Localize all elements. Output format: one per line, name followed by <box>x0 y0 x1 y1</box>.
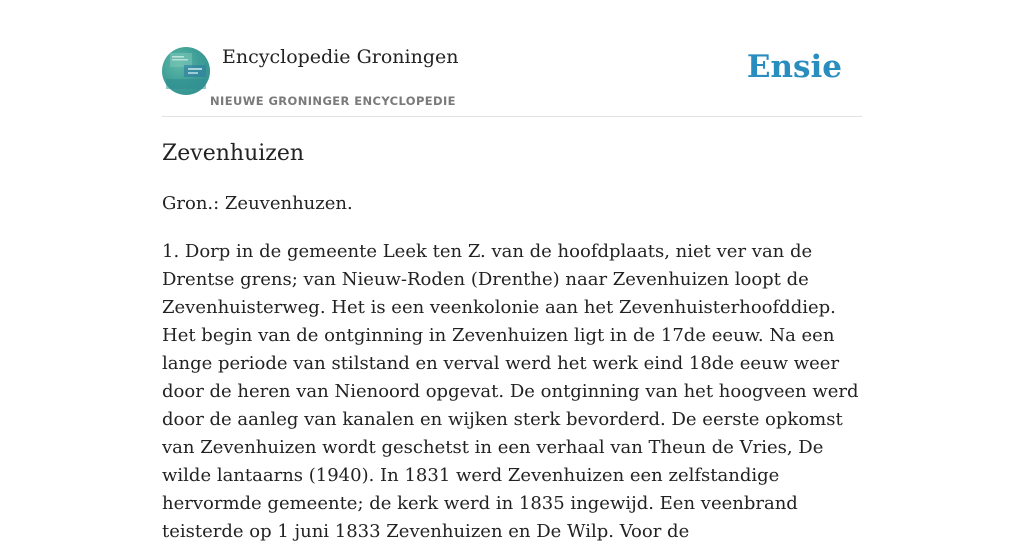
encyclopedia-cover-icon[interactable] <box>162 47 210 95</box>
article-body: 1. Dorp in de gemeente Leek ten Z. van de hoofdplaats, niet ver van de Drentse grens; van Nieuw-Roden (Drenthe) naar Zevenhuizen loopt de Zevenhuisterweg. Het is een veenkolonie aan het Zevenhuisterhoofddiep. Het begin van de ontginning in Zevenhuizen ligt in de 17de eeuw. Na een lange periode van stilstand en verval werd het werk eind 18de eeuw weer door de heren van Nienoord opgevat. De ontginning van het hoogveen werd door de aanleg van kanalen en wijken sterk bevorderd. De eerste opkomst van Zevenhuizen wordt geschetst in een verhaal van Theun de Vries, De wilde lantaarns (1940). In 1831 werd Zevenhuizen een zelfstandige hervormde gemeente; de kerk werd in 1835 ingewijd. Een veenbrand teisterde op 1 juni 1833 Zevenhuizen en De Wilp. Voor de <box>162 241 859 542</box>
site-subtitle: NIEUWE GRONINGER ENCYCLOPEDIE <box>210 94 456 108</box>
dialect-name: Gron.: Zeuvenhuzen. <box>162 193 353 214</box>
page-title: Zevenhuizen <box>162 141 305 166</box>
site-title[interactable]: Encyclopedie Groningen <box>222 46 459 68</box>
logo-artwork <box>162 47 210 95</box>
site-header <box>162 0 862 117</box>
article <box>162 138 862 546</box>
ensie-brand-link[interactable]: Ensie <box>746 49 842 85</box>
